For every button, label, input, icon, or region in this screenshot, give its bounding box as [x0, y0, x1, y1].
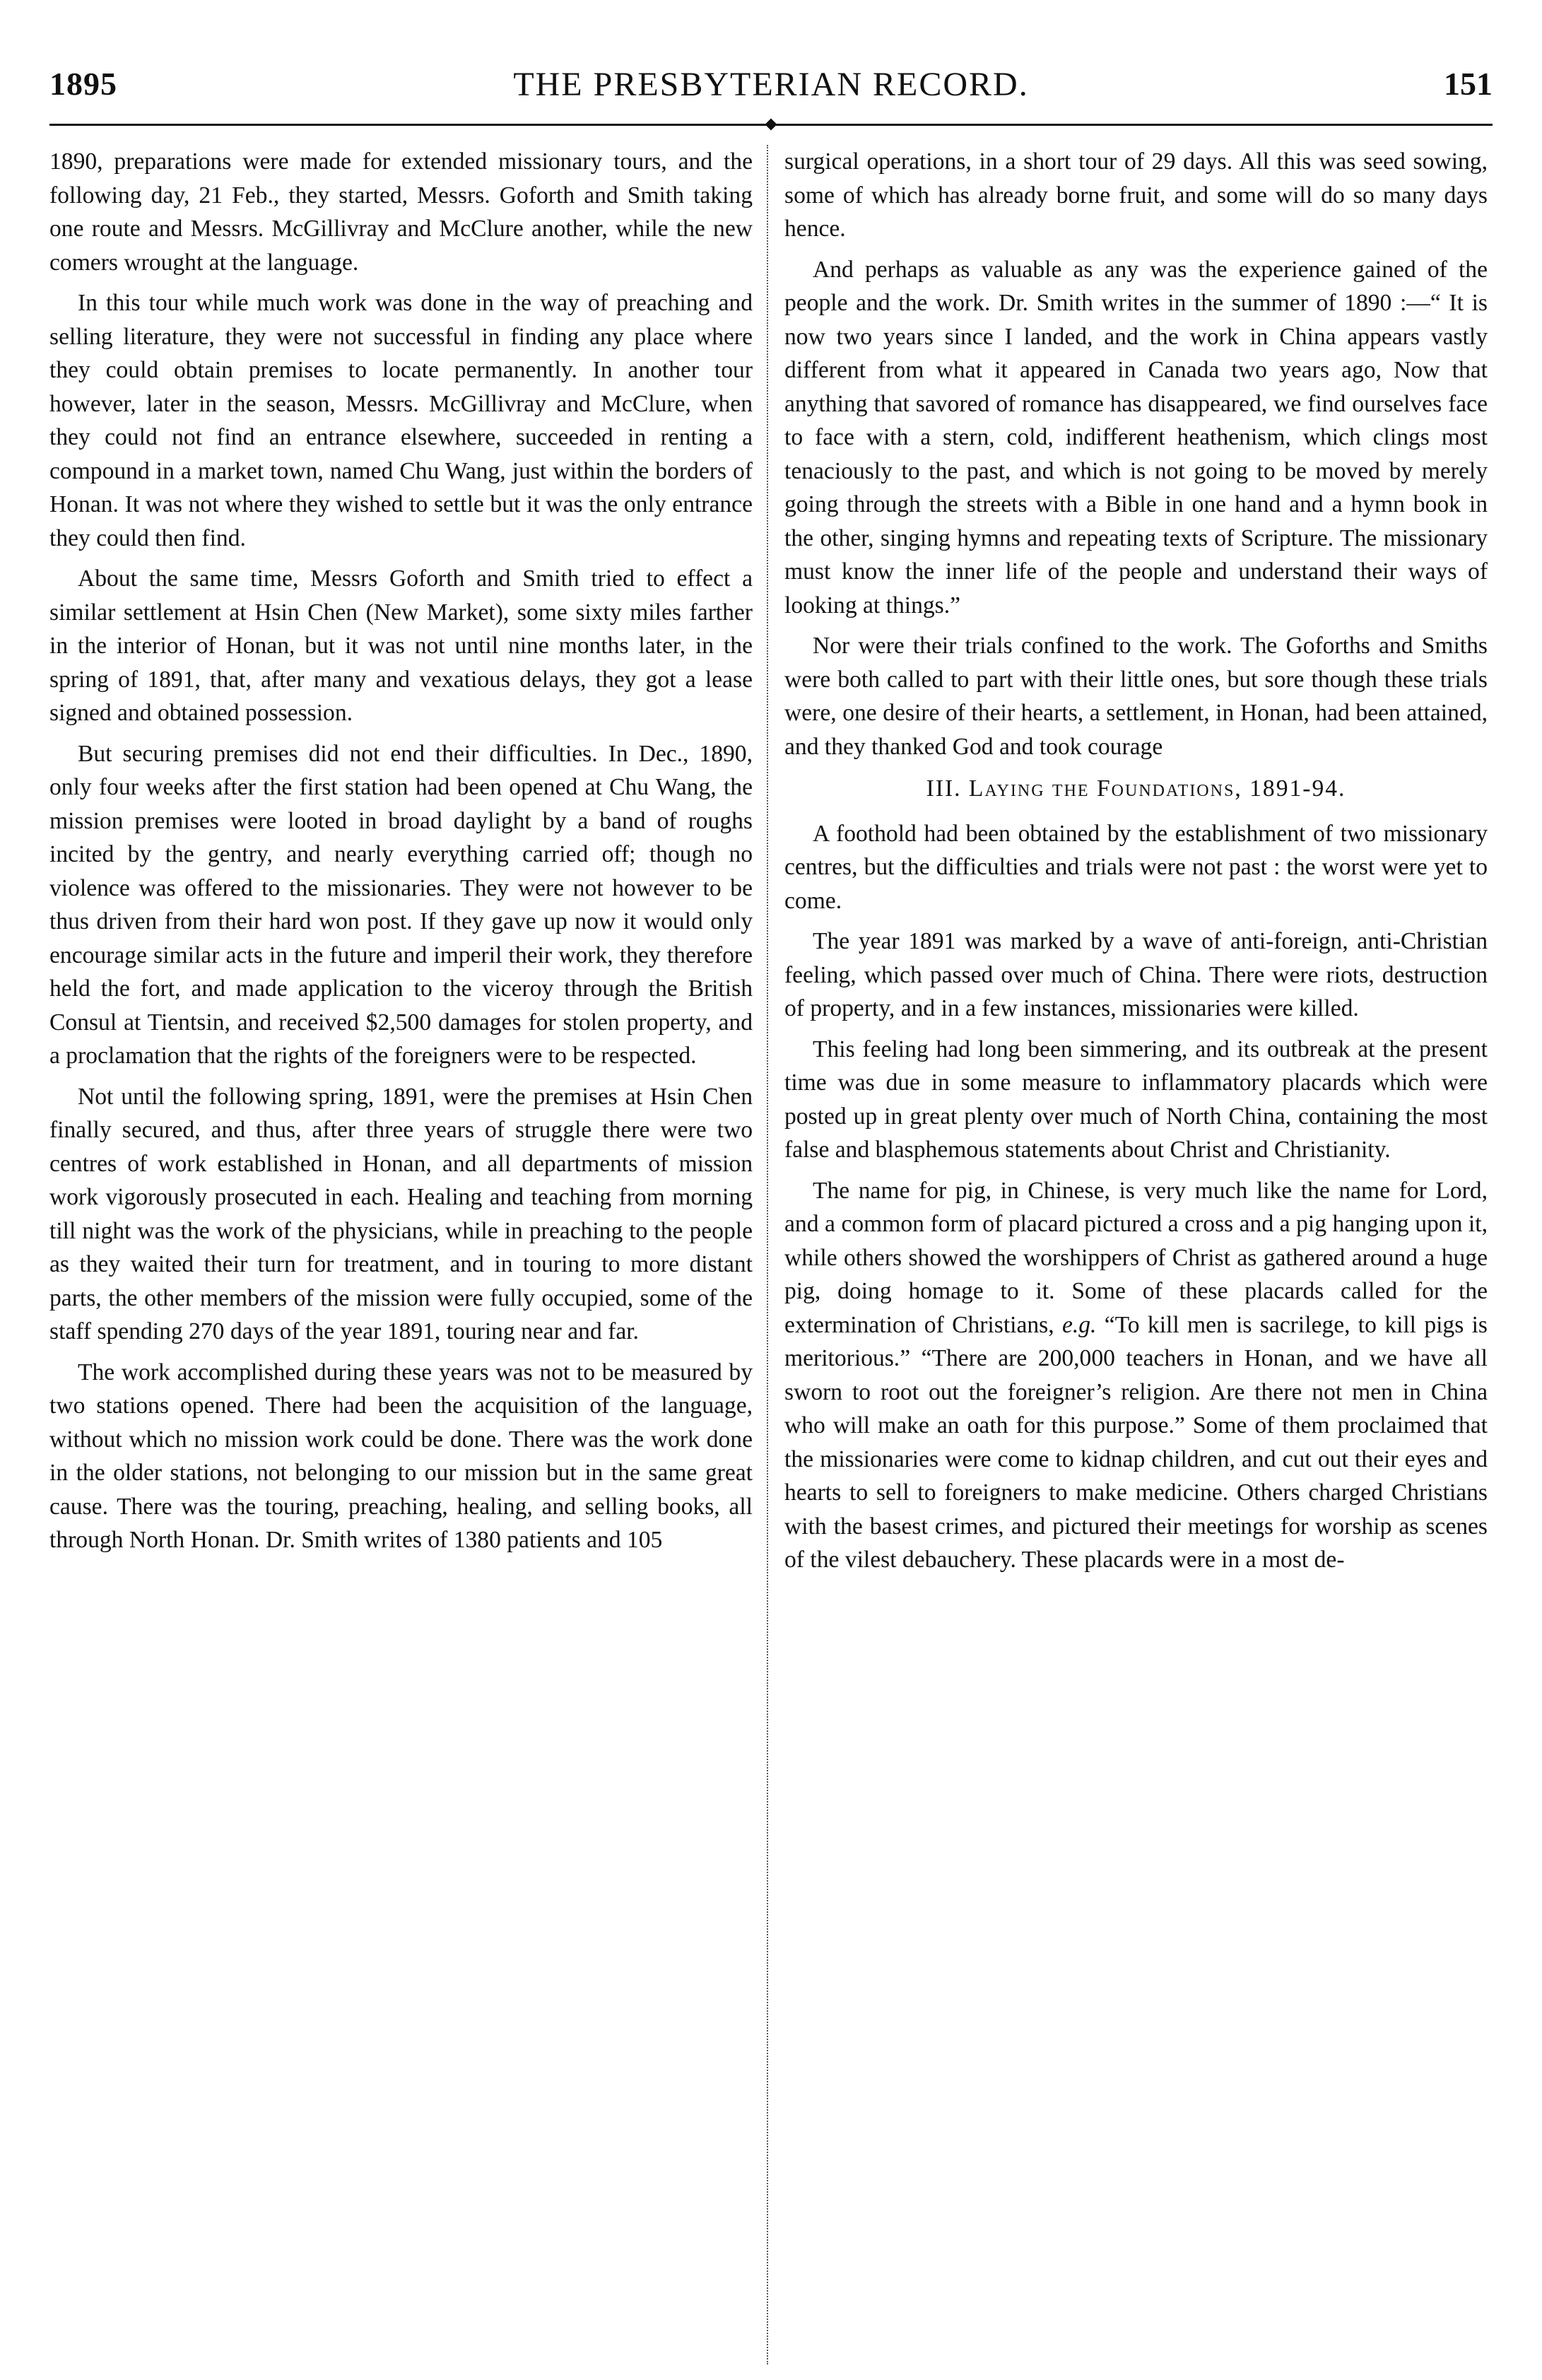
right-column	[784, 145, 1488, 2364]
column-divider	[767, 145, 768, 2364]
left-column	[49, 145, 753, 2364]
left-paragraph-4: But securing premises did not end their difficulties. In Dec., 1890, only four weeks after the first station had been opened at Chu Wang, the mission premises were looted in broad daylight by a band of roughs incited by the gentry, and nearly everything carried off; though no violence was offered to the missionaries. They were not however to be thus driven from their hard won post. If they gave up now it would only encourage similar acts in the future and imperil their work, they therefore held the fort, and made application to the viceroy through the British Consul at Tientsin, and received $2,500 damages for stolen property, and a proclamation that the rights of the foreigners were to be respected.	[49, 740, 753, 1069]
right-paragraph-6: This feeling had long been simmering, and its outbreak at the present time was due in some measure to inflammatory placards which were posted up in great plenty over much of North China, containing the most false and blasphemous statements about Christ and Christianity.	[784, 1036, 1488, 1163]
right-paragraph-7-part-a: The name for pig, in Chinese, is very much like the name for Lord, and a common form of placard pictured a cross and a pig hanging upon it, while others showed the worshippers of Christ as gathered around a huge pig, doing homage to it. Some of these placards called for the extermination of Christians,	[784, 1177, 1488, 1338]
section-heading: III. Laying the Foundations, 1891-94.	[926, 775, 1346, 802]
right-paragraph-7-eg: e.g.	[1061, 1311, 1097, 1338]
right-paragraph-4: A foothold had been obtained by the establishment of two missionary centres, but the difficulties and trials were not past : the worst were yet to come.	[784, 820, 1488, 914]
left-paragraph-1: 1890, preparations were made for extended missionary tours, and the following day, 21 Feb., they started, Messrs. Goforth and Smith taking one route and Messrs. McGillivray and McClure another, while the new comers wrought at the language.	[49, 148, 753, 276]
header-rule-ornament	[765, 119, 777, 131]
right-paragraph-2: And perhaps as valuable as any was the experience gained of the people and the work. Dr. Smith writes in the summer of 1890 :—“ It is now two years since I landed, and the work in China appears vastly different from what it appeared in Canada two years ago, Now that anything that savored of romance has disappeared, we find ourselves face to face with a stern, cold, indifferent heathenism, which clings most tenaciously to the past, and which is not going to be moved by merely going through the streets with a Bible in one hand and a hymn book in the other, singing hymns and repeating texts of Scripture. The missionary must know the inner life of the people and understand their ways of looking at things.”	[784, 256, 1488, 619]
header-year: 1895	[49, 66, 117, 102]
left-paragraph-6: The work accomplished during these years was not to be measured by two stations opened. There had been the acquisition of the language, without which no mission work could be done. There was the work done in the older stations, not belonging to our mission but in the same great cause. There was the touring, preaching, healing, and selling books, all through North Honan. Dr. Smith writes of 1380 patients and 105	[49, 1359, 753, 1553]
header-page-number: 151	[1444, 66, 1493, 102]
header-title: THE PRESBYTERIAN RECORD.	[513, 66, 1029, 103]
left-paragraph-3: About the same time, Messrs Goforth and Smith tried to effect a similar settlement at Hsin Chen (New Market), some sixty miles farther in the interior of Honan, but it was not until nine months later, in the spring of 1891, that, after many and vexatious delays, they got a lease signed and obtained possession.	[49, 565, 753, 726]
left-paragraph-2: In this tour while much work was done in the way of preaching and selling literature, they were not successful in finding any place where they could obtain premises to locate permanently. In another tour however, later in the season, Messrs. McGillivray and McClure, when they could not find an entrance elsewhere, succeeded in renting a compound in a market town, named Chu Wang, just within the borders of Honan. It was not where they wished to settle but it was the only entrance they could then find.	[49, 290, 753, 551]
header-rule	[49, 124, 1493, 126]
running-head	[49, 65, 1493, 107]
right-paragraph-5: The year 1891 was marked by a wave of anti-foreign, anti-Christian feeling, which passed over much of China. There were riots, destruction of property, and in a few instances, missionaries were killed.	[784, 928, 1488, 1021]
right-paragraph-1: surgical operations, in a short tour of 29 days. All this was seed sowing, some of which has already borne fruit, and some will do so many days hence.	[784, 148, 1488, 242]
right-paragraph-7	[784, 1174, 1488, 1577]
left-paragraph-5: Not until the following spring, 1891, were the premises at Hsin Chen finally secured, and thus, after three years of struggle there were two centres of work established in Honan, and all departments of mission work vigorously prosecuted in each. Healing and teaching from morning till night was the work of the physicians, while in preaching to the people as they waited their turn for treatment, and in touring to more distant parts, the other members of the mission were fully occupied, some of the staff spending 270 days of the year 1891, touring near and far.	[49, 1083, 753, 1344]
right-paragraph-7-part-b: “To kill men is sacrilege, to kill pigs is meritorious.” “There are 200,000 teachers in Honan, and we have all sworn to root out the foreigner’s religion. Are there not men in China who will make an oath for this purpose.” Some of them proclaimed that the missionaries were come to kidnap children, and cut out their eyes and hearts to sell to foreigners to make medicine. Others charged Christians with the basest crimes, and pictured their meetings for worship as scenes of the vilest debauchery. These placards were in a most de-	[784, 1311, 1488, 1573]
right-paragraph-3: Nor were their trials confined to the work. The Goforths and Smiths were both called to part with their little ones, but sore though these trials were, one desire of their hearts, a settlement, in Honan, had been attained, and they thanked God and took courage	[784, 633, 1488, 760]
